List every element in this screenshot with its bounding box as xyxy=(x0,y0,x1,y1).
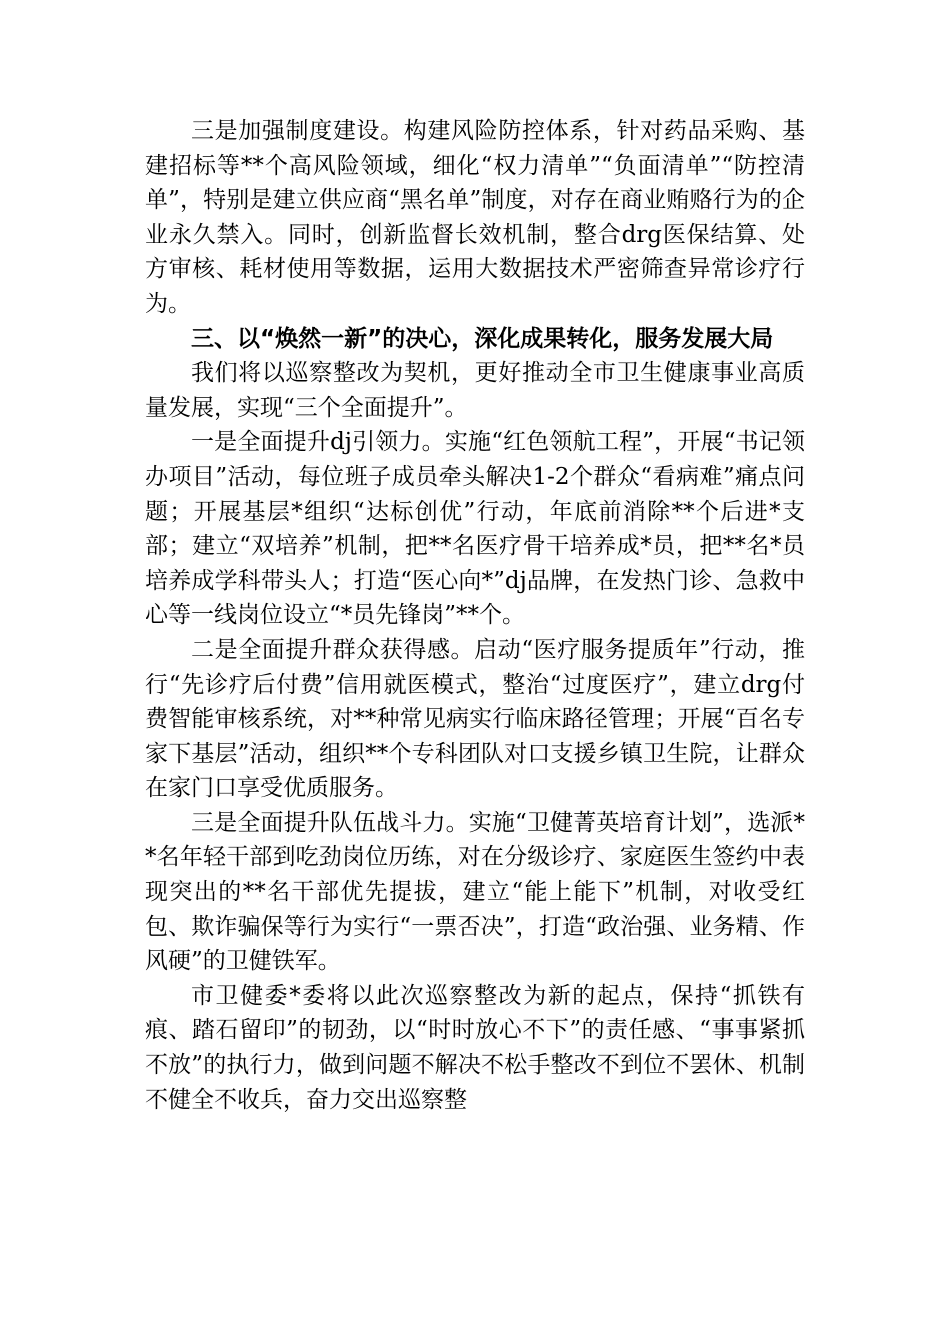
document-body xyxy=(145,114,805,1117)
paragraph-institution-building: 三是加强制度建设。构建风险防控体系，针对药品采购、基建招标等**个高风险领域，细化“权力清单”“负面清单”“防控清单”，特别是建立供应商“黑名单”制度，对存在商业贿赂行为的企业永久禁入。同时，创新监督长效机制，整合drg医保结算、处方审核、耗材使用等数据，运用大数据技术严密筛查异常诊疗行为。 xyxy=(145,118,805,317)
section-heading-three: 三、以“焕然一新”的决心，深化成果转化，服务发展大局 xyxy=(191,325,774,352)
paragraph-conclusion: 市卫健委*委将以此次巡察整改为新的起点，保持“抓铁有痕、踏石留印”的韧劲，以“时时放心不下”的责任感、“事事紧抓不放”的执行力，做到问题不解决不松手整改不到位不罢休、机制不健全不收兵，奋力交出巡察整 xyxy=(145,982,805,1113)
paragraph-intro: 我们将以巡察整改为契机，更好推动全市卫生健康事业高质量发展，实现“三个全面提升”。 xyxy=(145,360,805,421)
paragraph-team-strength: 三是全面提升队伍战斗力。实施“卫健菁英培育计划”，选派**名年轻干部到吃劲岗位历练，对在分级诊疗、家庭医生签约中表现突出的**名干部优先提拔，建立“能上能下”机制，对收受红包、欺诈骗保等行为实行“一票否决”，打造“政治强、业务精、作风硬”的卫健铁军。 xyxy=(145,809,805,975)
paragraph-public-benefit: 二是全面提升群众获得感。启动“医疗服务提质年”行动，推行“先诊疗后付费”信用就医模式，整治“过度医疗”，建立drg付费智能审核系统，对**种常见病实行临床路径管理；开展“百名专家下基层”活动，组织**个专科团队对口支援乡镇卫生院，让群众在家门口享受优质服务。 xyxy=(145,636,805,802)
paragraph-leadership: 一是全面提升dj引领力。实施“红色领航工程”，开展“书记领办项目”活动，每位班子成员牵头解决1-2个群众“看病难”痛点问题；开展基层*组织“达标创优”行动，年底前消除**个后进*支部；建立“双培养”机制，把**名医疗骨干培养成*员，把**名*员培养成学科带头人；打造“医心向*”dj品牌，在发热门诊、急救中心等一线岗位设立“*员先锋岗”**个。 xyxy=(145,429,805,629)
